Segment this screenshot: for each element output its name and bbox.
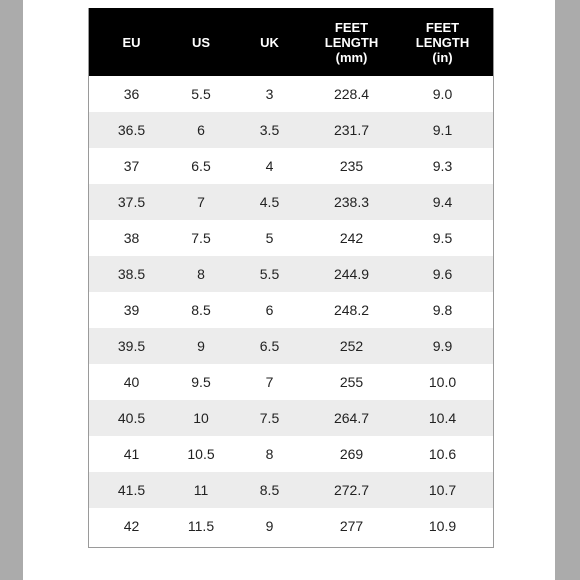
table-row: [89, 364, 493, 400]
table-row: [89, 220, 493, 256]
cell-us: 6.5: [191, 158, 211, 174]
cell-feet-length-mm: 264.7: [333, 410, 370, 426]
cell-us: 7.5: [191, 230, 211, 246]
cell-eu: 37: [123, 158, 140, 174]
cell-uk: 9: [265, 518, 274, 534]
cell-feet-length-in: 10.6: [428, 446, 457, 462]
cell-feet-length-in: 9.0: [432, 86, 453, 102]
table-row: [89, 148, 493, 184]
table-row: [89, 436, 493, 472]
cell-feet-length-in: 10.4: [428, 410, 457, 426]
cell-feet-length-mm: 228.4: [333, 86, 370, 102]
cell-feet-length-mm: 248.2: [333, 302, 370, 318]
table-body: [89, 76, 493, 544]
table-row: [89, 256, 493, 292]
cell-uk: 7.5: [259, 410, 280, 426]
cell-eu: 38: [123, 230, 140, 246]
cell-eu: 36.5: [117, 122, 146, 138]
table-row: [89, 400, 493, 436]
cell-feet-length-in: 9.8: [432, 302, 453, 318]
cell-feet-length-in: 9.9: [432, 338, 453, 354]
header-eu: EU: [122, 34, 141, 50]
cell-eu: 38.5: [117, 266, 146, 282]
table-row: [89, 508, 493, 544]
cell-us: 6: [197, 122, 205, 138]
cell-feet-length-mm: 244.9: [333, 266, 370, 282]
cell-feet-length-mm: 277: [339, 518, 364, 534]
cell-eu: 42: [123, 518, 140, 534]
cell-uk: 4.5: [259, 194, 280, 210]
table-row: [89, 112, 493, 148]
cell-us: 11.5: [187, 518, 215, 534]
cell-uk: 6: [265, 302, 274, 318]
cell-feet-length-in: 10.0: [428, 374, 457, 390]
size-chart-table: [89, 8, 493, 544]
table-row: [89, 292, 493, 328]
cell-uk: 5.5: [259, 266, 280, 282]
table-row: [89, 76, 493, 112]
cell-us: 7: [197, 194, 205, 210]
cell-feet-length-in: 9.1: [432, 122, 453, 138]
header-feet-length-in: FEET LENGTH (in): [415, 19, 470, 65]
cell-feet-length-in: 9.5: [432, 230, 453, 246]
cell-us: 9.5: [191, 374, 211, 390]
cell-us: 10.5: [187, 446, 215, 462]
cell-feet-length-in: 9.4: [432, 194, 453, 210]
cell-us: 9: [197, 338, 205, 354]
header-uk: UK: [260, 34, 279, 50]
cell-us: 8: [197, 266, 205, 282]
cell-uk: 4: [265, 158, 274, 174]
cell-uk: 3: [265, 86, 274, 102]
cell-feet-length-mm: 235: [339, 158, 364, 174]
cell-uk: 7: [265, 374, 274, 390]
cell-feet-length-in: 10.9: [428, 518, 457, 534]
table-row: [89, 184, 493, 220]
cell-us: 10: [193, 410, 209, 426]
cell-feet-length-in: 10.7: [428, 482, 457, 498]
cell-feet-length-mm: 242: [339, 230, 364, 246]
cell-feet-length-mm: 255: [339, 374, 364, 390]
cell-us: 11: [193, 482, 209, 498]
cell-eu: 39.5: [117, 338, 146, 354]
cell-eu: 39: [123, 302, 140, 318]
cell-feet-length-mm: 269: [339, 446, 364, 462]
cell-feet-length-mm: 252: [339, 338, 364, 354]
cell-uk: 8.5: [259, 482, 280, 498]
cell-uk: 6.5: [259, 338, 280, 354]
cell-eu: 40.5: [117, 410, 146, 426]
cell-us: 8.5: [191, 302, 211, 318]
cell-us: 5.5: [191, 86, 211, 102]
table-row: [89, 472, 493, 508]
header-feet-length-mm: FEET LENGTH (mm): [324, 19, 379, 65]
header-us: US: [191, 34, 211, 50]
cell-eu: 40: [123, 374, 140, 390]
cell-feet-length-mm: 238.3: [333, 194, 370, 210]
header-row: [89, 8, 493, 76]
cell-uk: 8: [265, 446, 274, 462]
cell-feet-length-mm: 272.7: [333, 482, 370, 498]
cell-feet-length-in: 9.6: [432, 266, 453, 282]
cell-feet-length-mm: 231.7: [333, 122, 370, 138]
cell-eu: 37.5: [117, 194, 146, 210]
size-chart-table-container: [88, 8, 494, 548]
cell-uk: 5: [265, 230, 274, 246]
cell-feet-length-in: 9.3: [432, 158, 453, 174]
cell-eu: 36: [123, 86, 140, 102]
cell-eu: 41.5: [117, 482, 146, 498]
cell-uk: 3.5: [259, 122, 280, 138]
cell-eu: 41: [123, 446, 140, 462]
table-row: [89, 328, 493, 364]
